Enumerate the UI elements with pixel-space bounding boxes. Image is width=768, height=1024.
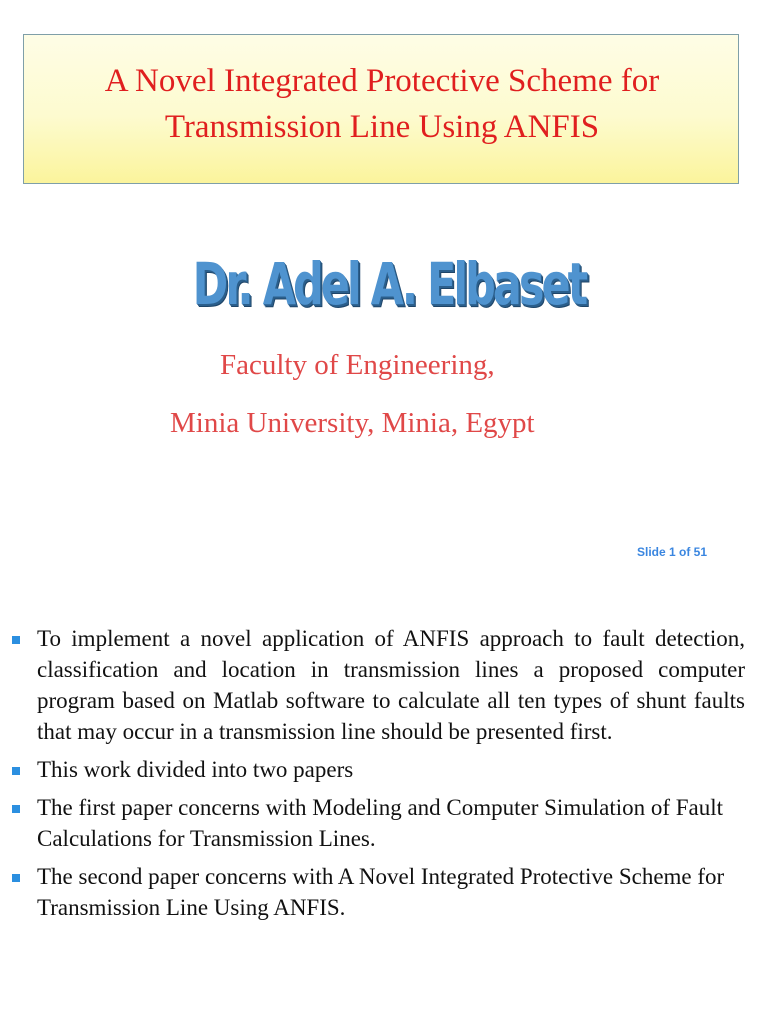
title-box	[23, 34, 739, 184]
title-line-2: Transmission Line Using ANFIS	[164, 109, 600, 145]
bullet-text: The second paper concerns with A Novel Integrated Protective Scheme for Transmission Line Using ANFIS.	[37, 864, 725, 920]
bullet-item	[0, 792, 768, 854]
square-bullet-icon	[12, 767, 20, 775]
square-bullet-icon	[12, 805, 20, 813]
bullet-text: To implement a novel application of ANFIS approach to fault detection, classification and location in transmission lines a proposed computer program based on Matlab software to calculate all ten types of shunt faults that may occur in a transmission line should be presented first.	[37, 626, 745, 744]
affiliation-faculty: Faculty of Engineering,	[220, 349, 495, 381]
title-line-1: A Novel Integrated Protective Scheme for	[104, 63, 660, 99]
square-bullet-icon	[12, 874, 20, 882]
bullet-text: The first paper concerns with Modeling and Computer Simulation of Fault Calculations for Transmission Lines.	[37, 795, 724, 851]
bullet-item	[0, 754, 768, 785]
bullet-item	[0, 861, 768, 923]
bullet-item	[0, 623, 768, 747]
square-bullet-icon	[12, 636, 20, 644]
bullet-text: This work divided into two papers	[37, 757, 354, 782]
slide-counter: Slide 1 of 51	[637, 545, 708, 559]
bullet-list	[0, 623, 768, 930]
affiliation-university: Minia University, Minia, Egypt	[170, 407, 535, 439]
author-name: Dr. Adel A. Elbaset	[192, 250, 586, 318]
